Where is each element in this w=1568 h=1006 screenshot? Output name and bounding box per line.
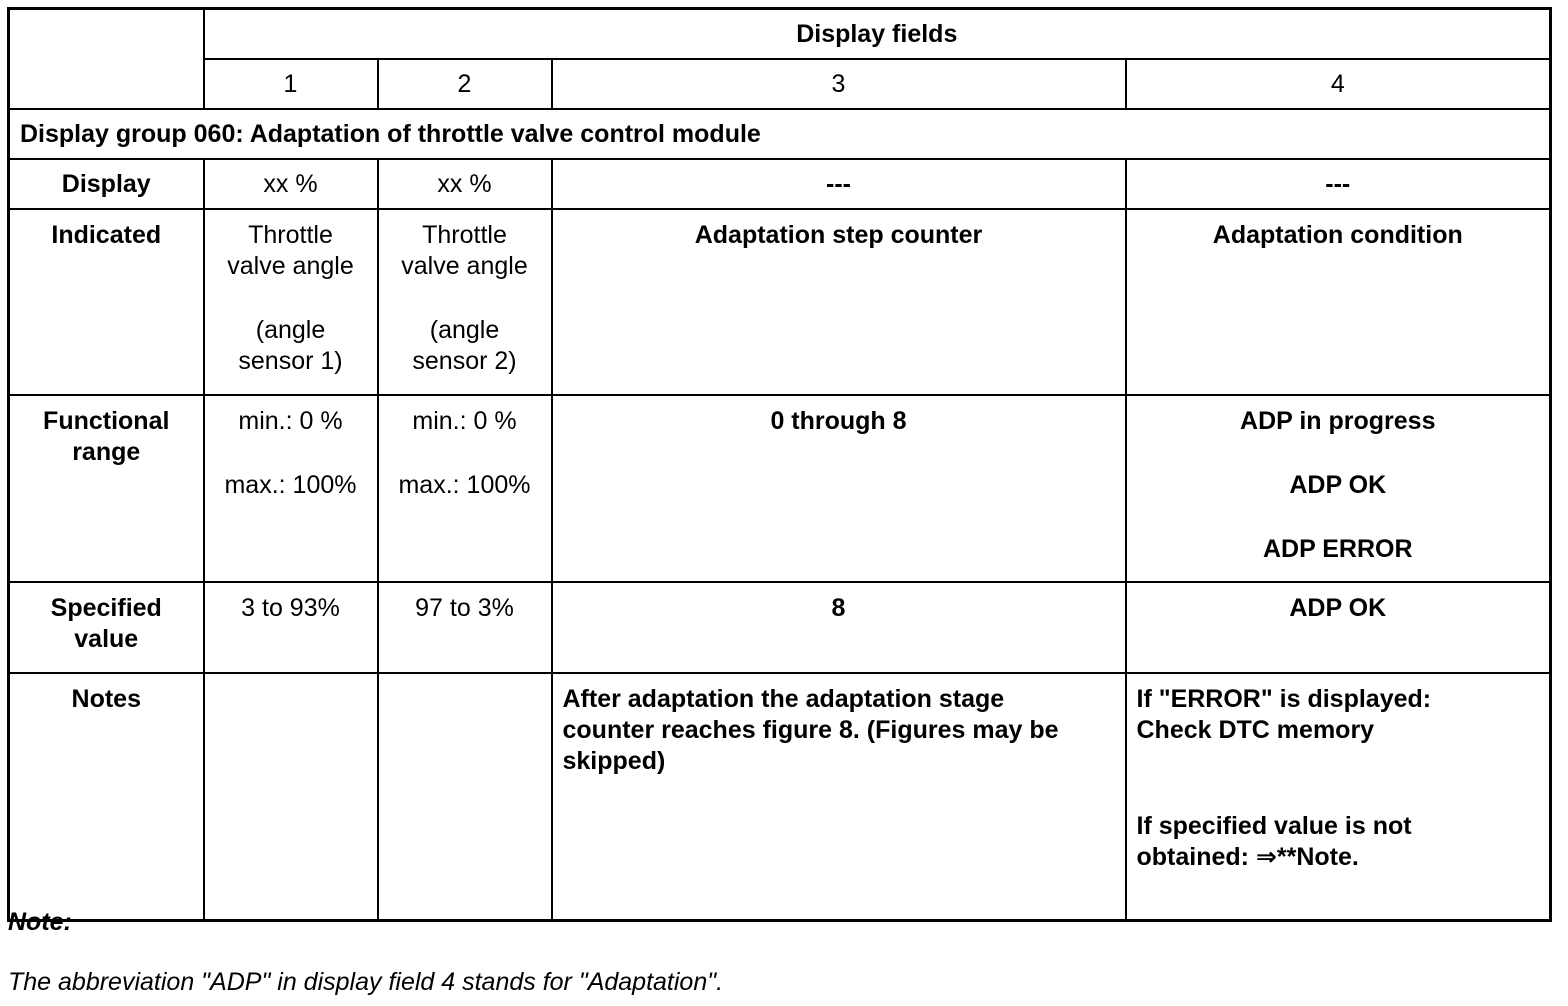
row-label-display: Display: [9, 159, 204, 209]
row-label-indicated: Indicated: [9, 209, 204, 395]
indicated-field-3: Adaptation step counter: [552, 209, 1126, 395]
specified-label-line: value: [74, 625, 139, 653]
range-2-max: max.: 100%: [398, 471, 531, 499]
indicated-2-line: valve angle: [401, 252, 528, 280]
indicated-2-line: (angle: [429, 316, 500, 344]
header-row-columns: [9, 59, 1551, 109]
specified-field-2: 97 to 3%: [378, 582, 552, 673]
specified-label-line: Specified: [50, 594, 162, 622]
group-title-row: [9, 109, 1551, 159]
range-4-option: ADP ERROR: [1262, 535, 1413, 563]
display-field-4: ---: [1126, 159, 1551, 209]
functional-range-row: [9, 395, 1551, 582]
specified-value-row: [9, 582, 1551, 673]
column-header-4: 4: [1126, 59, 1551, 109]
indicated-field-2: [378, 209, 552, 395]
display-row: [9, 159, 1551, 209]
row-label-notes: Notes: [9, 673, 204, 921]
indicated-1-line: Throttle: [248, 221, 333, 249]
notes-3-line: counter reaches figure 8. (Figures may be: [562, 716, 1059, 744]
indicated-1-line: valve angle: [227, 252, 354, 280]
range-4-option: ADP OK: [1289, 471, 1387, 499]
range-field-2: [378, 395, 552, 582]
notes-3-line: skipped): [562, 747, 666, 775]
notes-3-line: After adaptation the adaptation stage: [562, 685, 1005, 713]
range-field-3: 0 through 8: [552, 395, 1126, 582]
display-field-3: ---: [552, 159, 1126, 209]
row-label-specified-value: [9, 582, 204, 673]
indicated-2-line: sensor 2): [412, 347, 517, 375]
row-label-functional-range: [9, 395, 204, 582]
specified-field-1: 3 to 93%: [204, 582, 378, 673]
notes-4-line: Check DTC memory: [1136, 716, 1375, 744]
header-row-display-fields: [9, 9, 1551, 60]
range-1-max: max.: 100%: [224, 471, 357, 499]
notes-4-line: obtained: ⇒**Note.: [1136, 843, 1359, 871]
display-field-1: xx %: [204, 159, 378, 209]
indicated-field-4: Adaptation condition: [1126, 209, 1551, 395]
corner-cell: [9, 9, 204, 110]
functional-range-label-line: range: [72, 438, 141, 466]
specified-field-3: 8: [552, 582, 1126, 673]
range-2-min: min.: 0 %: [412, 407, 517, 435]
notes-row: [9, 673, 1551, 921]
column-header-1: 1: [204, 59, 378, 109]
note-label: Note:: [8, 908, 72, 936]
notes-4-line: If "ERROR" is displayed:: [1136, 685, 1432, 713]
note-text: The abbreviation "ADP" in display field 4 stands for "Adaptation".: [8, 968, 724, 996]
notes-4-line: If specified value is not: [1136, 812, 1412, 840]
display-group-title: Display group 060: Adaptation of throttle valve control module: [9, 109, 1551, 159]
indicated-field-1: [204, 209, 378, 395]
specified-field-4: ADP OK: [1126, 582, 1551, 673]
indicated-2-line: Throttle: [422, 221, 507, 249]
display-fields-header: Display fields: [204, 9, 1551, 60]
adaptation-table: [7, 7, 1552, 922]
indicated-1-line: sensor 1): [238, 347, 343, 375]
notes-field-4: [1126, 673, 1551, 921]
range-1-min: min.: 0 %: [238, 407, 343, 435]
notes-field-2: [378, 673, 552, 921]
column-header-2: 2: [378, 59, 552, 109]
range-4-option: ADP in progress: [1240, 407, 1436, 435]
indicated-1-line: (angle: [255, 316, 326, 344]
notes-field-1: [204, 673, 378, 921]
notes-field-3: [552, 673, 1126, 921]
functional-range-label-line: Functional: [43, 407, 170, 435]
range-field-1: [204, 395, 378, 582]
column-header-3: 3: [552, 59, 1126, 109]
range-field-4: [1126, 395, 1551, 582]
display-field-2: xx %: [378, 159, 552, 209]
indicated-row: [9, 209, 1551, 395]
